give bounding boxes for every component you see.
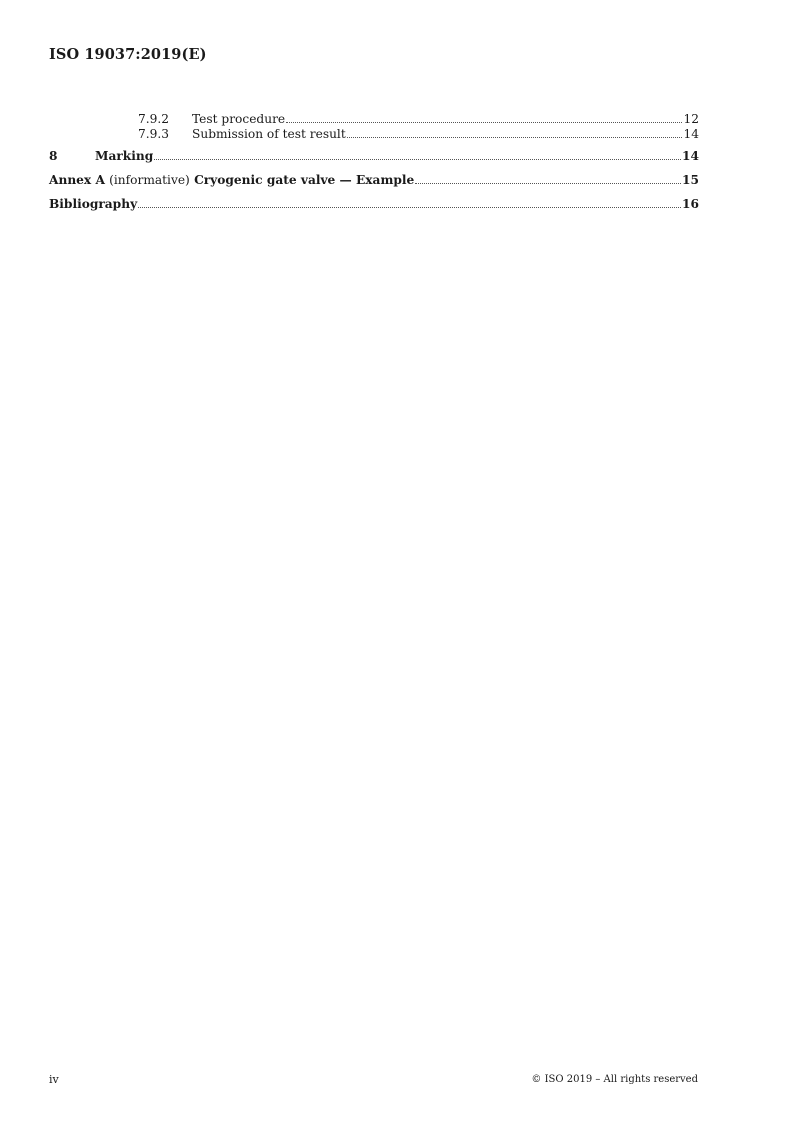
dot-leader — [154, 158, 681, 160]
toc-entry-page: 14 — [683, 127, 699, 141]
toc-entry-7-9-3[interactable] — [49, 127, 699, 142]
toc-entry-8-marking[interactable] — [49, 148, 699, 164]
dot-leader — [138, 206, 681, 208]
footer-page-number: iv — [49, 1073, 59, 1086]
toc-entry-title: Bibliography — [49, 197, 138, 211]
toc-entry-page: 16 — [682, 197, 699, 211]
toc-entry-page: 14 — [682, 149, 699, 163]
toc-entry-title: Cryogenic gate valve — Example — [194, 173, 415, 187]
table-of-contents — [49, 112, 699, 212]
toc-entry-prefix: Annex A — [49, 173, 105, 187]
toc-entry-page: 15 — [682, 173, 699, 187]
toc-entry-title: Marking — [95, 149, 154, 163]
footer-copyright: © ISO 2019 – All rights reserved — [531, 1074, 698, 1085]
dot-leader — [415, 182, 681, 184]
document-header: ISO 19037:2019(E) — [49, 46, 207, 63]
toc-entry-number: 7.9.3 — [138, 127, 170, 141]
toc-entry-page: 12 — [683, 112, 699, 126]
toc-entry-title: Test procedure — [192, 112, 286, 126]
toc-entry-note: (informative) — [109, 173, 190, 187]
toc-entry-title: Submission of test result — [192, 127, 346, 141]
toc-entry-annex-a[interactable] — [49, 172, 699, 188]
toc-entry-number: 8 — [49, 149, 58, 163]
toc-entry-bibliography[interactable] — [49, 196, 699, 212]
toc-entry-7-9-2[interactable] — [49, 112, 699, 127]
toc-entry-number: 7.9.2 — [138, 112, 170, 126]
dot-leader — [347, 136, 683, 138]
dot-leader — [286, 121, 682, 123]
